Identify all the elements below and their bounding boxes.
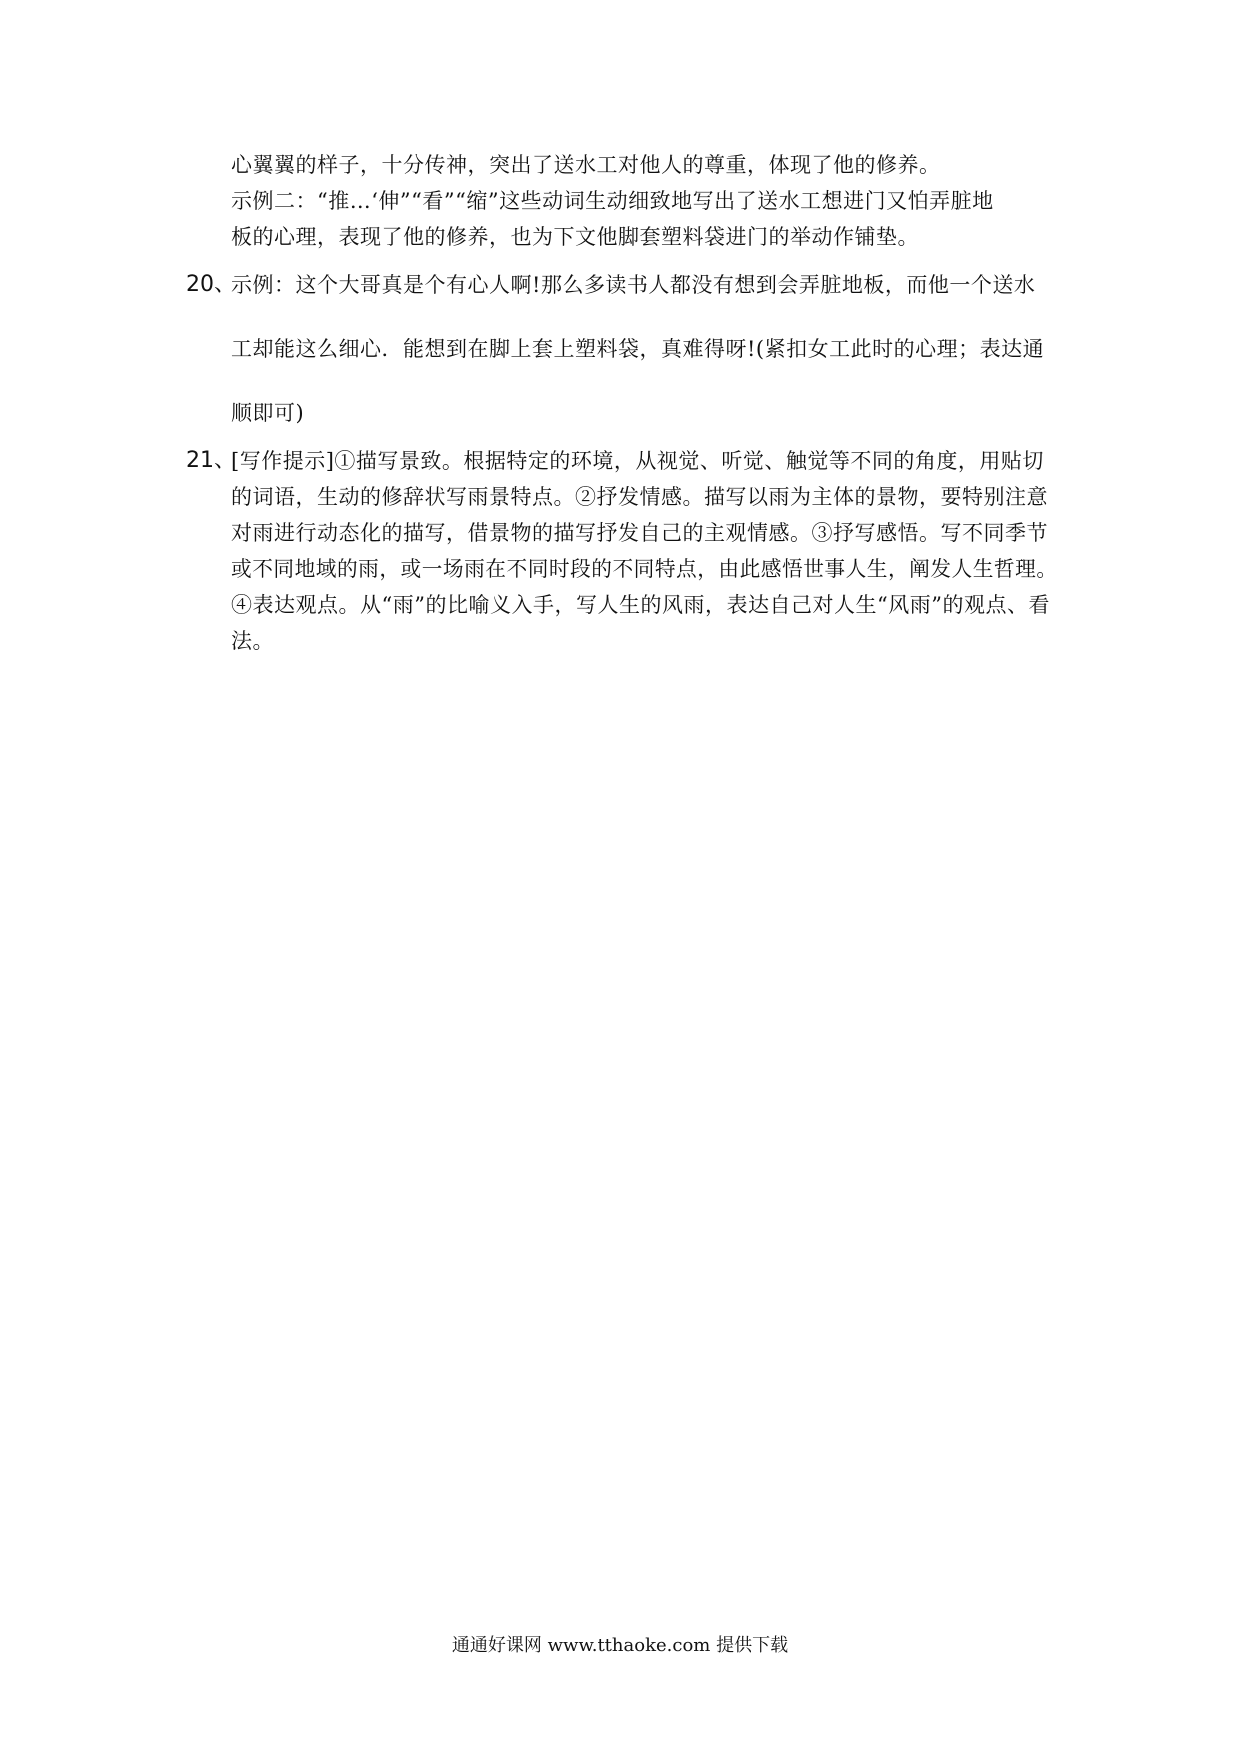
answer-20-number: 20、 — [186, 272, 236, 297]
answer-21-line-6: 法。 — [231, 629, 274, 653]
continuation-line-1: 心翼翼的样子，十分传神，突出了送水工对他人的尊重，体现了他的修养。 — [231, 153, 941, 177]
answer-21-line-3: 对雨进行动态化的描写，借景物的描写抒发自己的主观情感。③抒写感悟。写不同季节 — [231, 521, 1048, 545]
answer-21-line-1: [写作提示]①描写景致。根据特定的环境，从视觉、听觉、触觉等不同的角度，用贴切 — [231, 449, 1044, 473]
answer-20-line-1: 示例：这个大哥真是个有心人啊!那么多读书人都没有想到会弄脏地板，而他一个送水 — [231, 273, 1036, 297]
page-footer: 通通好课网 www.tthaoke.com 提供下载 — [451, 1635, 789, 1656]
continuation-line-2: 示例二：“推…‘伸”“看”“缩”这些动词生动细致地写出了送水工想进门又怕弄脏地 — [231, 189, 994, 213]
continuation-line-3: 板的心理，表现了他的修养，也为下文他脚套塑料袋进门的举动作铺垫。 — [231, 225, 919, 249]
answer-21-line-5: ④表达观点。从“雨”的比喻义入手，写人生的风雨，表达自己对人生“风雨”的观点、看 — [231, 593, 1050, 617]
answer-21-line-2: 的词语，生动的修辞状写雨景特点。②抒发情感。描写以雨为主体的景物，要特别注意 — [231, 485, 1048, 509]
answer-20-line-3: 顺即可) — [231, 401, 305, 425]
answer-20-line-2: 工却能这么细心．能想到在脚上套上塑料袋，真难得呀!(紧扣女工此时的心理；表达通 — [231, 337, 1045, 361]
answer-21-number: 21、 — [186, 448, 236, 473]
answer-21-line-4: 或不同地域的雨，或一场雨在不同时段的不同特点，由此感悟世事人生，阐发人生哲理。 — [231, 557, 1058, 581]
